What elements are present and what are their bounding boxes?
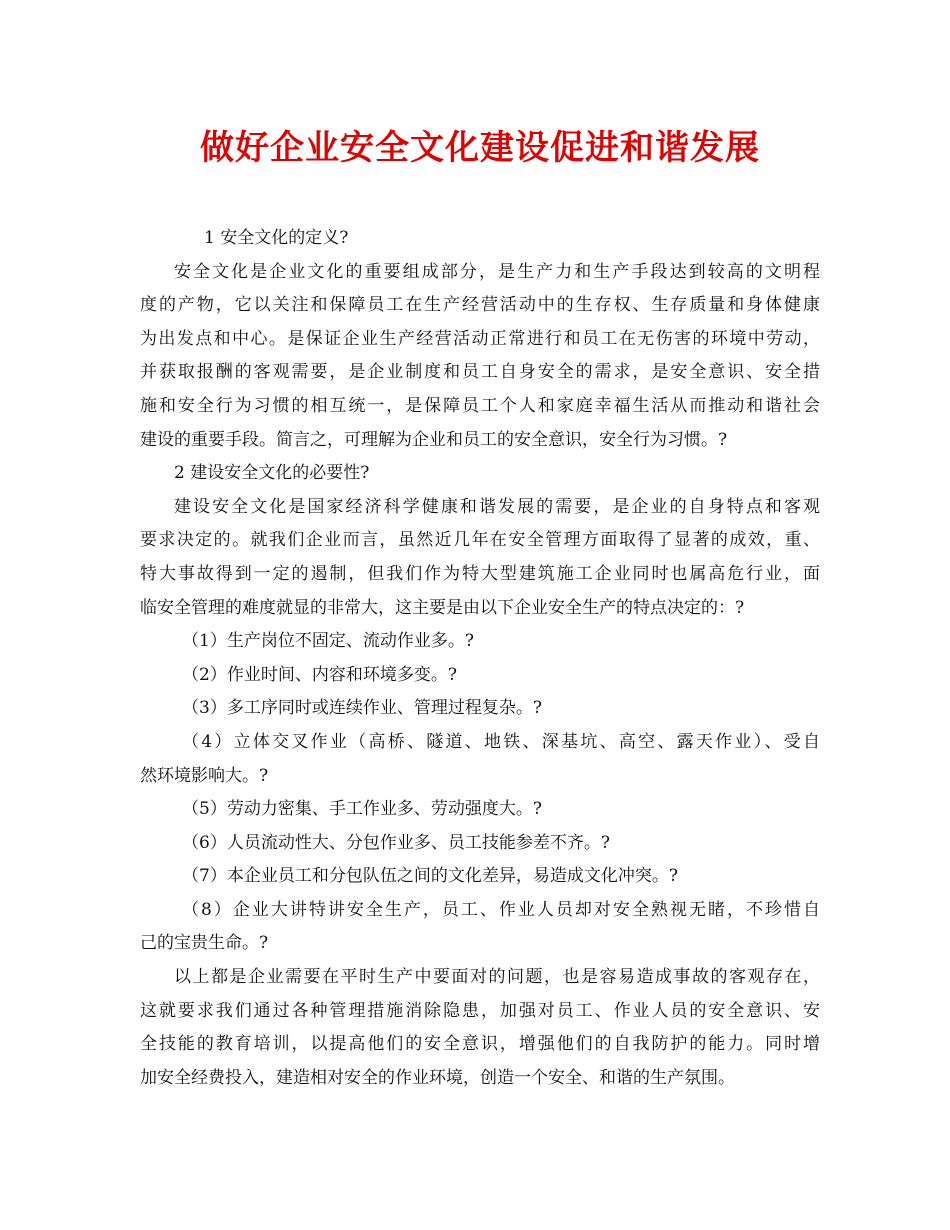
body-text-line: 度的产物，它以关注和保障员工在生产经营活动中的生存权、生存质量和身体健康 [140, 295, 820, 316]
body-text-line: （3）多工序同时或连续作业、管理过程复杂。? [182, 698, 542, 719]
body-text-line: 然环境影响大。? [140, 765, 269, 786]
body-text-line: 全技能的教育培训，以提高他们的安全意识，增强他们的自我防护的能力。同时增 [140, 1034, 820, 1055]
document-body [140, 222, 820, 1095]
body-text-line: 1 安全文化的定义? [204, 228, 349, 248]
body-text-line: 2 建设安全文化的必要性? [174, 463, 370, 484]
body-text-line: （2）作业时间、内容和环境多变。? [182, 664, 457, 685]
body-text-line: （1）生产岗位不固定、流动作业多。? [182, 631, 474, 652]
body-text-line: （6）人员流动性大、分包作业多、员工技能参差不齐。? [182, 832, 610, 853]
body-text-line: （4）立体交叉作业（高桥、隧道、地铁、深基坑、高空、露天作业）、受自 [182, 731, 820, 752]
body-text-line: 安全文化是企业文化的重要组成部分，是生产力和生产手段达到较高的文明程 [174, 261, 820, 282]
body-text-line: 建设的重要手段。简言之，可理解为企业和员工的安全意识，安全行为习惯。? [140, 429, 728, 450]
body-text-line: （7）本企业员工和分包队伍之间的文化差异，易造成文化冲突。? [182, 866, 678, 887]
body-text-line: 特大事故得到一定的遏制，但我们作为特大型建筑施工企业同时也属高危行业，面 [140, 563, 820, 584]
body-text-line: （8）企业大讲特讲安全生产，员工、作业人员却对安全熟视无睹，不珍惜自 [182, 899, 820, 920]
body-text-line: 要求决定的。就我们企业而言，虽然近几年在安全管理方面取得了显著的成效，重、 [140, 530, 820, 551]
body-text-line: 己的宝贵生命。? [140, 933, 269, 954]
document-title: 做好企业安全文化建设促进和谐发展 [200, 128, 760, 168]
body-text-line: 为出发点和中心。是保证企业生产经营活动正常进行和员工在无伤害的环境中劳动， [140, 328, 820, 349]
body-text-line: 加安全经费投入，建造相对安全的作业环境，创造一个安全、和谐的生产氛围。 [140, 1067, 735, 1088]
body-text-line: （5）劳动力密集、手工作业多、劳动强度大。? [182, 799, 542, 820]
body-text-line: 建设安全文化是国家经济科学健康和谐发展的需要，是企业的自身特点和客观 [174, 496, 820, 517]
body-text-line: 施和安全行为习惯的相互统一，是保障员工个人和家庭幸福生活从而推动和谐社会 [140, 395, 820, 416]
body-text-line: 以上都是企业需要在平时生产中要面对的问题，也是容易造成事故的客观存在， [174, 967, 820, 988]
body-text-line: 临安全管理的难度就显的非常大，这主要是由以下企业安全生产的特点决定的：? [140, 597, 745, 618]
body-text-line: 并获取报酬的客观需要，是企业制度和员工自身安全的需求，是安全意识、安全措 [140, 362, 820, 383]
body-text-line: 这就要求我们通过各种管理措施消除隐患，加强对员工、作业人员的安全意识、安 [140, 1000, 820, 1021]
